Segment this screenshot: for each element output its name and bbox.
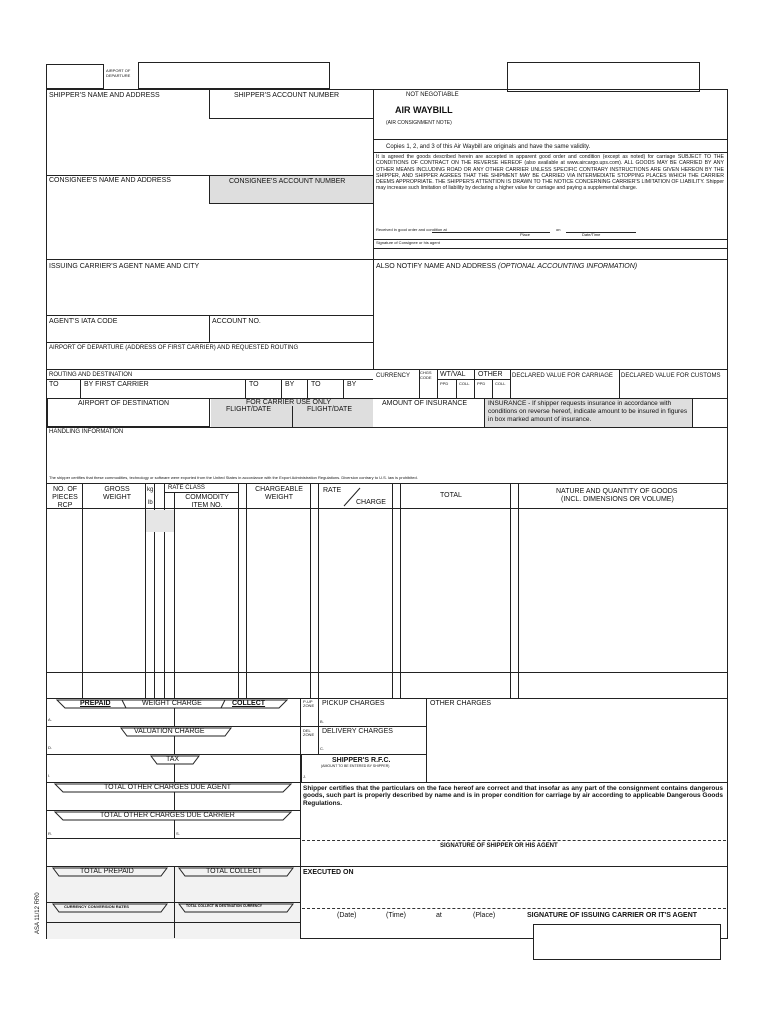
coll-label-1: COLL — [459, 381, 470, 386]
del-zone-label: DEL ZONE — [303, 728, 315, 737]
awb-number-box[interactable] — [138, 62, 330, 89]
total-collect-field[interactable] — [175, 878, 299, 902]
airport-of-departure-small-label: AIRPORT OF DEPARTURE — [106, 68, 131, 78]
by2-label: BY — [285, 381, 295, 388]
air-waybill-title: AIR WAYBILL — [395, 105, 453, 115]
conditions-of-contract-text: It is agreed the goods described herein are accepted in apparent good order and condition (except as noted) for carriage SUBJECT TO THE CONDITIONS OF CONTRACT ON THE REVERSE HEREOF (also available at www.aircargo.ups.com). ALL GOODS MAY BE CARRIED BY ANY OTHER MEANS INCLUDING ROAD OR ANY OTHER CARRIER UNLESS SPECIFIC CONTRARY INSTRUCTIONS ARE GIVEN HEREON BY THE SHIPPER, AND SHIPPER AGREES THAT THE SHIPMENT MAY BE CARRIED VIA INTERMEDIATE STOPPING PLACES WHICH THE CARRIER DEEMS APPROPRIATE. THE SHIPPER'S ATTENTION IS DRAWN TO THE NOTICE CONCERNING CARRIER'S LIMITATION OF LIABILITY. Shipper may increase such limitation of liability by declaring a higher value for carriage and paying a supplemental charge. — [376, 154, 724, 192]
kg-label: kg — [147, 487, 154, 493]
label-b: B. — [320, 719, 324, 724]
delivery-charges-label: DELIVERY CHARGES — [322, 728, 393, 735]
label-j: J. — [303, 774, 307, 779]
handling-info-field[interactable] — [47, 437, 727, 473]
air-consignment-note: (AIR CONSIGNMENT NOTE) — [386, 120, 452, 126]
rate-header: RATE — [323, 487, 342, 494]
consignee-account-label: CONSIGNEE'S ACCOUNT NUMBER — [229, 178, 346, 185]
shipper-name-label: SHIPPER'S NAME AND ADDRESS — [49, 92, 160, 99]
label-i: I. — [48, 773, 51, 778]
shipper-name-field[interactable] — [47, 102, 207, 172]
signature-consignee-label: Signature of Consignee or his agent — [376, 240, 440, 245]
ppd-label-1: PPD — [440, 381, 449, 386]
time-label: (Time) — [386, 912, 406, 919]
datetime-label: Date/Time — [582, 232, 601, 237]
signature-shipper-field[interactable] — [302, 812, 726, 839]
amount-insurance-label: AMOUNT OF INSURANCE — [382, 400, 468, 407]
cc-charges-label: TOTAL COLLECT IN DESTINATION CURRENCY — [186, 904, 263, 908]
ppd-label-2: PPD — [477, 381, 486, 386]
issuing-agent-label: ISSUING CARRIER'S AGENT NAME AND CITY — [49, 263, 200, 270]
commodity-header: COMMODITY ITEM NO. — [185, 494, 229, 509]
currency-conversion-label: CURRENCY CONVERSION RATES — [64, 904, 129, 909]
to3-label: TO — [311, 381, 321, 388]
airport-destination-label: AIRPORT OF DESTINATION — [78, 400, 170, 407]
place-label: Place — [520, 232, 531, 237]
total-prepaid-field[interactable] — [47, 878, 173, 902]
shipper-rfc-label: SHIPPER'S R.F.C. — [332, 757, 391, 764]
by-first-carrier-label: BY FIRST CARRIER — [84, 381, 149, 388]
wtval-label: WT/VAL — [440, 371, 466, 378]
code-label: CODE — [420, 375, 432, 380]
executed-on-label: EXECUTED ON — [303, 869, 354, 876]
on-label: on — [556, 227, 561, 232]
goods-entry-area[interactable] — [47, 509, 727, 697]
account-no-label: ACCOUNT NO. — [212, 318, 261, 325]
declared-carriage-label: DECLARED VALUE FOR CARRIAGE — [512, 373, 613, 379]
by3-label: BY — [347, 381, 357, 388]
flight-date-label-1: FLIGHT/DATE — [226, 406, 271, 413]
handling-info-label: HANDLING INFORMATION — [49, 429, 124, 435]
airport-departure-routing-label: AIRPORT OF DEPARTURE (ADDRESS OF FIRST CARRIER) AND REQUESTED ROUTING — [49, 345, 299, 351]
pickup-charges-label: PICKUP CHARGES — [322, 700, 385, 707]
bottom-awb-number-box[interactable] — [533, 924, 721, 960]
rfc-note: (AMOUNT TO BE ENTERED BY SHIPPER) — [321, 764, 390, 768]
to-label: TO — [49, 381, 59, 388]
consignee-name-label: CONSIGNEE'S NAME AND ADDRESS — [49, 177, 171, 184]
pieces-header: NO. OF PIECES RCP — [52, 486, 78, 509]
total-prepaid-label: TOTAL PREPAID — [80, 868, 134, 875]
airport-code-box[interactable] — [46, 64, 104, 89]
other-charges-agent-label: TOTAL OTHER CHARGES DUE AGENT — [104, 784, 232, 791]
valuation-charge-label: VALUATION CHARGE — [134, 728, 205, 735]
routing-label: ROUTING AND DESTINATION — [49, 372, 133, 378]
nature-header-2: (INCL. DIMENSIONS OR VOLUME) — [561, 496, 674, 503]
at-label: at — [436, 912, 442, 919]
to2-label: TO — [249, 381, 259, 388]
not-negotiable-label: NOT NEGOTIABLE — [406, 92, 459, 98]
signature-shipper-label: SIGNATURE OF SHIPPER OR HIS AGENT — [440, 843, 558, 849]
form-code: ASA 11/12 RR0 — [35, 892, 41, 934]
copies-note: Copies 1, 2, and 3 of this Air Waybill are originals and have the same validity. — [386, 144, 591, 150]
top-right-box[interactable] — [507, 62, 700, 92]
prepaid-label: PREPAID — [80, 700, 111, 707]
flight-date-label-2: FLIGHT/DATE — [307, 406, 352, 413]
also-notify-label: ALSO NOTIFY NAME AND ADDRESS (OPTIONAL ACCOUNTING INFORMATION) — [376, 263, 638, 270]
tax-label: TAX — [166, 756, 180, 763]
agent-iata-label: AGENT'S IATA CODE — [49, 318, 118, 325]
other-charges-carrier-label: TOTAL OTHER CHARGES DUE CARRIER — [100, 812, 235, 819]
insurance-text: INSURANCE - If shipper requests insurance in accordance with conditions on reverse hereof, indicate amount to be insured in figures in box marked amount of insurance. — [488, 400, 688, 423]
total-header: TOTAL — [440, 492, 462, 499]
other-charges-label: OTHER CHARGES — [430, 700, 492, 707]
pup-zone-label: P-UP ZONE — [303, 699, 315, 708]
signature-carrier-label: SIGNATURE OF ISSUING CARRIER OR IT'S AGENT — [527, 912, 698, 919]
export-statement: The shipper certifies that these commodities, technology or software were exported from the United States in accordance with the Export Administration Regulations. Diversion contrary to U.S. law is prohibited. — [49, 475, 418, 480]
weight-charge-label: WEIGHT CHARGE — [142, 700, 202, 707]
chargeable-weight-header: CHARGEABLE WEIGHT — [255, 486, 303, 501]
label-c: C. — [320, 746, 324, 751]
declared-customs-label: DECLARED VALUE FOR CUSTOMS — [621, 373, 721, 379]
received-label: Received in good order and condition at — [376, 227, 447, 232]
nature-header: NATURE AND QUANTITY OF GOODS — [556, 488, 678, 495]
coll-label-2: COLL — [495, 381, 506, 386]
other-label: OTHER — [478, 371, 503, 378]
rate-class-header: RATE CLASS — [168, 485, 205, 491]
label-a: A. — [48, 717, 52, 722]
charge-header: CHARGE — [356, 499, 386, 506]
gross-weight-header: GROSS WEIGHT — [103, 486, 131, 501]
executed-on-field[interactable] — [302, 878, 726, 906]
lb-label: lb — [148, 500, 153, 506]
shipper-certification-text: Shipper certifies that the particulars on the face hereof are correct and that insofar as any part of the consignment contains dangerous goods, such part is properly described by name and is in proper condition for carriage by air according to applicable Dangerous Goods Regulations. — [303, 785, 723, 807]
consignee-name-field[interactable] — [47, 188, 207, 258]
label-s: S. — [176, 831, 180, 836]
shipper-account-label: SHIPPER'S ACCOUNT NUMBER — [234, 92, 340, 99]
for-carrier-use-label: FOR CARRIER USE ONLY — [246, 399, 332, 406]
label-d: D. — [48, 745, 52, 750]
collect-label: COLLECT — [232, 700, 266, 707]
place-exec-label: (Place) — [473, 912, 496, 919]
currency-label: CURRENCY — [376, 373, 411, 379]
total-collect-label: TOTAL COLLECT — [206, 868, 262, 875]
chgs-label: CHGS — [420, 370, 432, 375]
date-label: (Date) — [337, 912, 357, 919]
label-r: R. — [48, 831, 52, 836]
